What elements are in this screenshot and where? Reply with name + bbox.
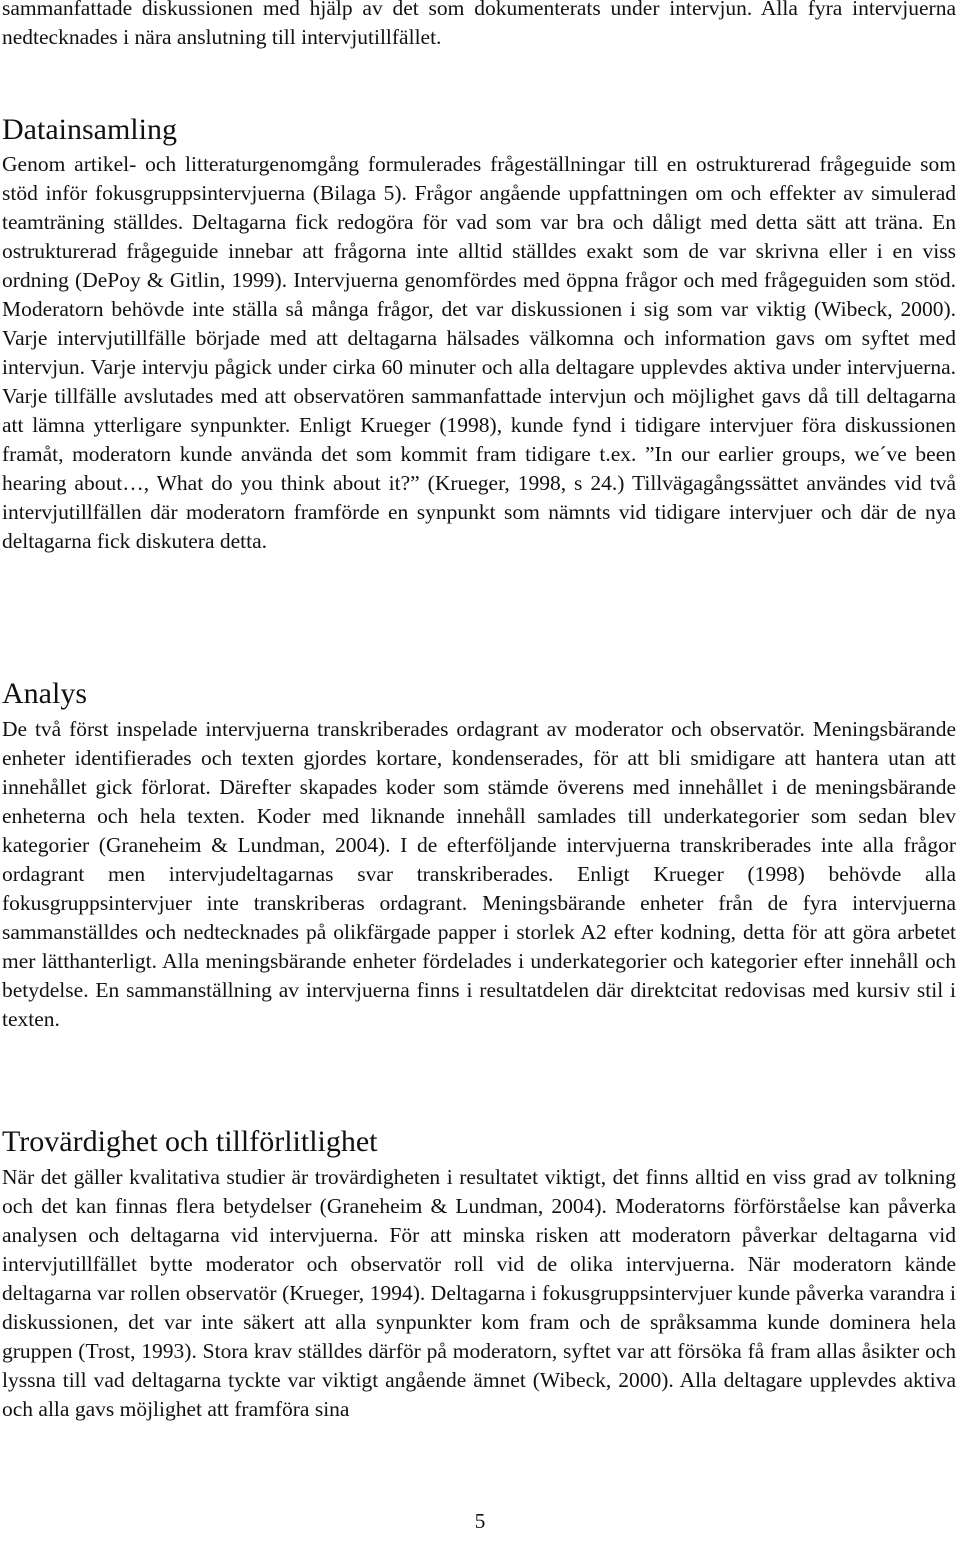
intro-paragraph: sammanfattade diskussionen med hjälp av det som dokumenterats under intervjun. Alla fyra intervjuerna nedtecknades i nära anslutning till intervjutillfället. — [2, 0, 956, 49]
section-heading-analys: Analys — [2, 677, 87, 710]
section-heading-datainsamling: Datainsamling — [2, 113, 177, 146]
paragraph-analys: De två först inspelade intervjuerna transkriberades ordagrant av moderator och observatör. Meningsbärande enheter identifierades och texten gjordes kortare, kondenserades, för att bli smidigare att hantera utan att innehållet gick förlorat. Därefter skapades koder som stämde överens med innehållet i de meningsbärande enheterna och hela texten. Koder med liknande innehåll samlades till underkategorier som sedan blev kategorier (Graneheim & Lundman, 2004). I de efterföljande intervjuerna transkriberades inte alla frågor ordagrant men intervjudeltagarnas svar transkriberades. Enligt Krueger (1998) behövde alla fokusgruppsintervjuer inte transkriberas ordagrant. Meningsbärande enheter från de fyra intervjuerna sammanställdes och nedtecknades på olikfärgade papper i storlek A2 efter kodning, detta för att göra arbetet mer lätthanterligt. Alla meningsbärande enheter fördelades i underkategorier och kategorier efter innehåll och betydelse. En sammanställning av intervjuerna finns i resultatdelen där direktcitat redovisas med kursiv stil i texten. — [2, 717, 956, 1031]
page-number: 5 — [474, 1509, 486, 1533]
section-heading-trovardighet: Trovärdighet och tillförlitlighet — [2, 1125, 378, 1158]
paragraph-trovardighet: När det gäller kvalitativa studier är trovärdigheten i resultatet viktigt, det finns alltid en viss grad av tolkning och det kan finnas flera betydelser (Graneheim & Lundman, 2004). Moderatorns förförståelse kan påverka analysen och deltagarna vid intervjuerna. För att minska risken att moderatorn påverkar deltagarna vid intervjutillfället bytte moderator och observatör roll vid de olika intervjuerna. När moderatorn kände deltagarna var rollen observatör (Krueger, 1994). Deltagarna i fokusgruppsintervjuer kunde påverka varandra i diskussionen, det var inte säkert att alla synpunkter kom fram och de språksamma kunde dominera hela gruppen (Trost, 1993). Stora krav ställdes därför på moderatorn, syftet var att försöka få fram allas åsikter och lyssna till vad deltagarna tyckte var viktigt angående ämnet (Wibeck, 2000). Alla deltagare upplevdes aktiva och alla gavs möjlighet att framföra sina — [2, 1165, 956, 1421]
paragraph-datainsamling: Genom artikel- och litteraturgenomgång formulerades frågeställningar till en ostrukturerad frågeguide som stöd inför fokusgruppsintervjuerna (Bilaga 5). Frågor angående uppfattningen om och effekter av simulerad teamträning ställdes. Deltagarna fick redogöra för vad som var bra och dåligt med detta sätt att träna. En ostrukturerad frågeguide innebar att frågorna inte alltid ställdes exakt som de var skrivna eller i en viss ordning (DePoy & Gitlin, 1999). Intervjuerna genomfördes med öppna frågor och med frågeguiden som stöd. Moderatorn behövde inte ställa så många frågor, det var diskussionen i sig som var viktig (Wibeck, 2000). Varje intervjutillfälle började med att deltagarna hälsades välkomna och information gavs om syftet med intervjun. Varje intervju pågick under cirka 60 minuter och alla deltagare upplevdes aktiva under intervjuerna. Varje tillfälle avslutades med att observatören sammanfattade intervjun och möjlighet gavs då till deltagarna att lämna ytterligare synpunkter. Enligt Krueger (1998), kunde fynd i tidigare intervjuer föra diskussionen framåt, moderatorn kunde använda det som kommit fram tidigare t.ex. ”In our earlier groups, we´ve been hearing about…, What do you think about it?” (Krueger, 1998, s 24.) Tillvägagångssättet användes vid två intervjutillfällen där moderatorn framförde en synpunkt som nämnts vid tidigare intervjuer och där de nya deltagarna fick diskutera detta. — [2, 152, 956, 553]
